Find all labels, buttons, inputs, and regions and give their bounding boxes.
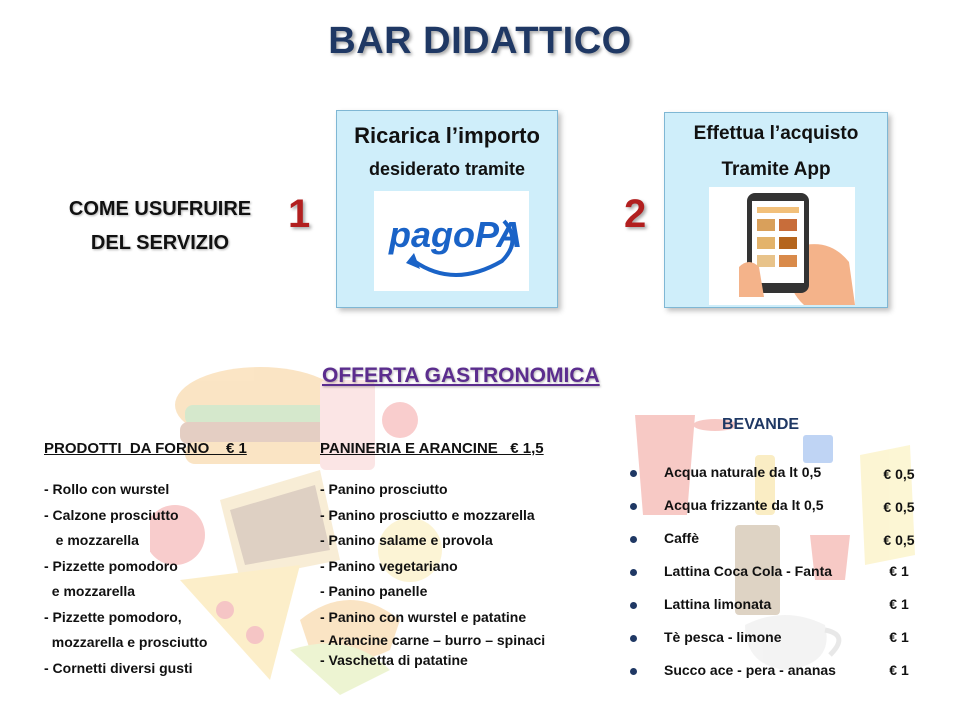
app-phone-image — [709, 187, 855, 305]
forno-item: - Calzone prosciutto — [44, 506, 179, 523]
bevanda-name: Lattina Coca Cola - Fanta — [664, 563, 833, 579]
bullet-icon — [630, 635, 637, 642]
bullet-icon — [630, 503, 637, 510]
bullet-icon — [630, 602, 637, 609]
forno-item: - Cornetti diversi gusti — [44, 659, 193, 676]
bevanda-price: € 1 — [889, 563, 909, 579]
step1-line1 — [337, 125, 557, 149]
bevande-row — [630, 629, 930, 662]
bevanda-price: € 0,5 — [883, 499, 915, 515]
panineria-item: - Arancine carne – burro – spinaci — [320, 632, 546, 648]
forno-item: mozzarella e prosciutto — [44, 634, 208, 650]
forno-heading: PRODOTTI DA FORNO € 1 — [44, 440, 247, 457]
bevande-heading: BEVANDE — [722, 416, 800, 433]
bevanda-price: € 0,5 — [883, 532, 915, 548]
panineria-item: - Panino prosciutto e mozzarella — [320, 506, 535, 523]
bevande-row — [630, 596, 930, 629]
bullet-icon — [630, 668, 637, 675]
panineria-list — [320, 477, 545, 670]
forno-item: e mozzarella — [44, 532, 139, 548]
panineria-item: - Vaschetta di patatine — [320, 652, 468, 668]
bevanda-price: € 0,5 — [883, 466, 915, 482]
forno-list — [44, 477, 207, 681]
panineria-item: - Panino con wurstel e patatine — [320, 608, 527, 625]
bevande-row — [630, 464, 930, 497]
step2-number: 2 — [624, 192, 647, 236]
how-to-use-line1: COME USUFRUIRE — [68, 198, 252, 220]
step2-card — [664, 112, 888, 308]
pagopa-logo-icon — [374, 191, 529, 291]
step1-line1-text: Ricarica l’importo — [354, 123, 540, 148]
bevanda-name: Tè pesca - limone — [664, 629, 782, 645]
pagopa-logo-text: pagoPA — [389, 214, 523, 255]
step2-line1: Effettua l’acquisto — [693, 123, 859, 144]
bullet-icon — [630, 569, 637, 576]
panineria-item: - Panino panelle — [320, 583, 428, 599]
bullet-icon — [630, 536, 637, 543]
pagopa-logo — [374, 191, 529, 291]
offer-title: OFFERTA GASTRONOMICA — [322, 364, 600, 387]
bevande-row — [630, 662, 930, 695]
bevanda-price: € 1 — [889, 629, 909, 645]
step1-card — [336, 110, 558, 308]
step1-line2: desiderato tramite — [368, 159, 526, 179]
bevanda-name: Caffè — [664, 530, 700, 546]
page-title: BAR DIDATTICO — [328, 20, 632, 62]
bevande-row — [630, 563, 930, 596]
forno-item: - Pizzette pomodoro, — [44, 608, 182, 625]
bevanda-name: Lattina limonata — [664, 596, 772, 612]
bevanda-price: € 1 — [889, 596, 909, 612]
panineria-item: - Panino salame e provola — [320, 532, 493, 548]
step2-line2: Tramite App — [721, 159, 831, 180]
how-to-use-line2: DEL SERVIZIO — [90, 232, 230, 254]
bullet-icon — [630, 470, 637, 477]
forno-item: e mozzarella — [44, 583, 136, 599]
panineria-item: - Panino vegetariano — [320, 557, 458, 574]
bevande-row — [630, 497, 930, 530]
bevanda-name: Acqua naturale da lt 0,5 — [664, 464, 822, 480]
smartphone-in-hand-icon — [709, 187, 855, 305]
forno-item: - Rollo con wurstel — [44, 481, 170, 497]
how-to-use-heading — [40, 192, 280, 260]
bevanda-price: € 1 — [889, 662, 909, 678]
panineria-heading: PANINERIA E ARANCINE € 1,5 — [320, 440, 544, 457]
bevanda-name: Succo ace - pera - ananas — [664, 662, 836, 678]
step1-number: 1 — [288, 192, 311, 236]
forno-item: - Pizzette pomodoro — [44, 557, 178, 574]
bevanda-name: Acqua frizzante da lt 0,5 — [664, 497, 824, 513]
bevande-row — [630, 530, 930, 563]
panineria-item: - Panino prosciutto — [320, 481, 448, 497]
